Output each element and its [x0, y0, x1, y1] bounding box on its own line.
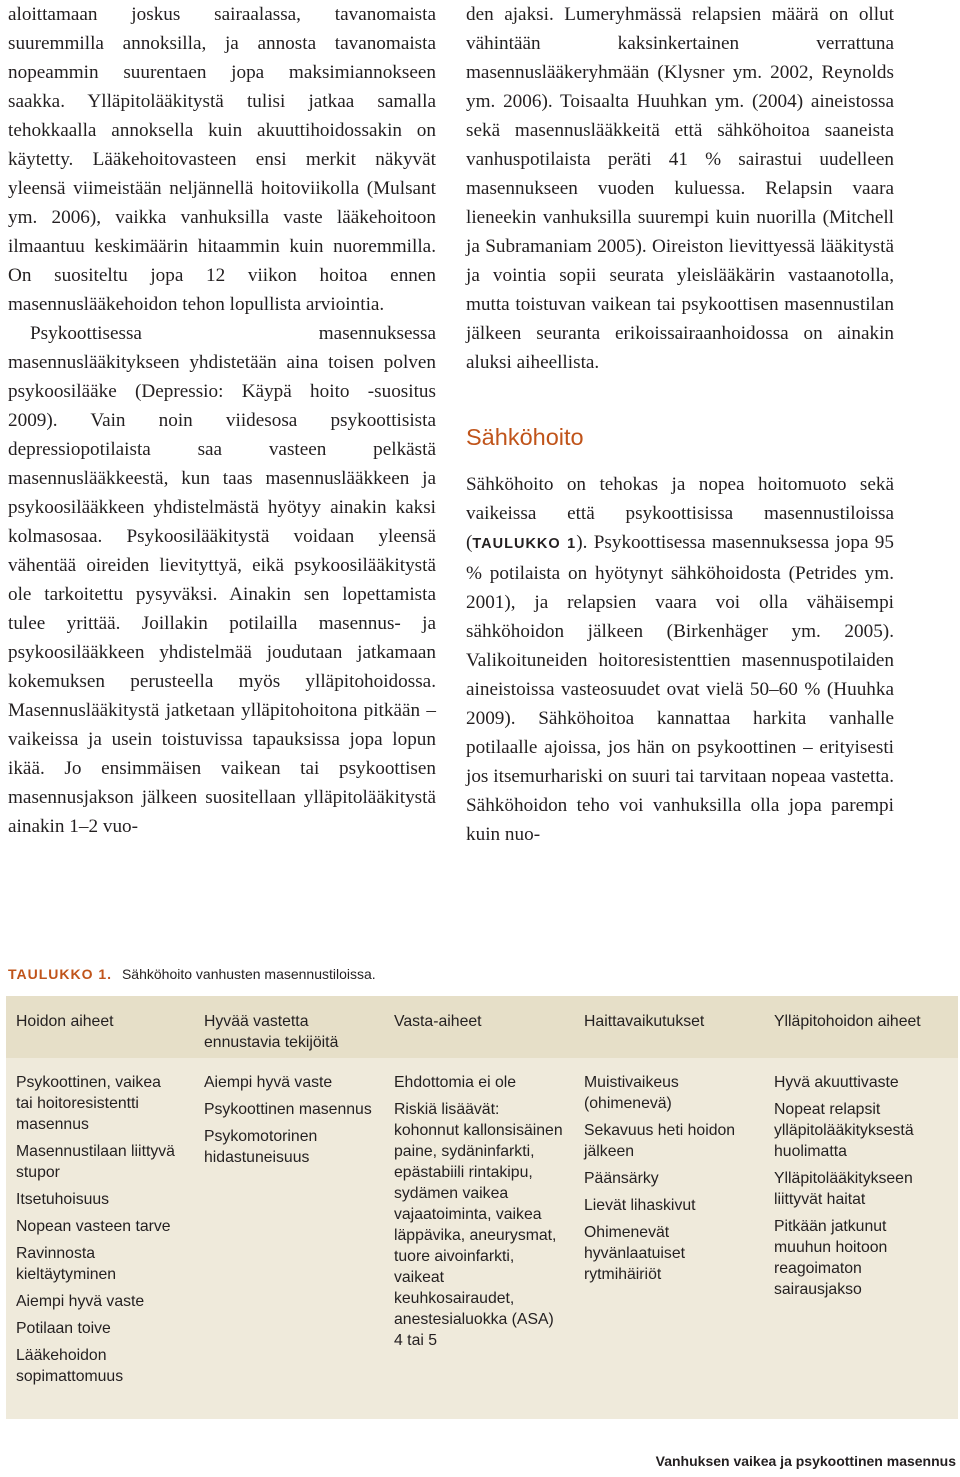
table-column-maintenance — [774, 1072, 944, 1306]
table-caption — [8, 966, 376, 982]
table-cell-item: Itsetuhoisuus — [16, 1191, 110, 1208]
table-reference-link[interactable]: TAULUKKO 1 — [472, 536, 577, 552]
table-cell-item: Lievät lihaskivut — [584, 1197, 696, 1214]
table-column-predictors — [204, 1072, 374, 1174]
table-cell-item: Nopeat relapsit ylläpitolääkityksestä huolimatta — [774, 1101, 914, 1160]
table-header-row — [6, 996, 958, 1058]
page-footer: Vanhuksen vaikea ja psykoottinen masennus — [655, 1453, 956, 1469]
table-cell-item: Riskiä lisäävät: kohonnut kallonsisäinen paine, sydäninfarkti, epästabiili rintakipu, sydämen vaikea vajaatoiminta, vaikea läppävika, aneurysmat, tuore aivoinfarkti, vaikeat keuhkosairaudet, anestesialuokka (ASA) 4 tai 5 — [394, 1101, 563, 1349]
table-cell-item: Päänsärky — [584, 1170, 659, 1187]
table-column-indications — [16, 1072, 176, 1393]
table-header-cell: Ylläpitohoidon aiheet — [774, 1013, 921, 1030]
left-text-column — [8, 0, 436, 841]
table-cell-item: Hyvä akuuttivaste — [774, 1074, 899, 1091]
table-caption-label: TAULUKKO 1. — [8, 966, 113, 982]
table-cell-item: Psykoottinen masennus — [204, 1101, 372, 1118]
table-caption-text: Sähköhoito vanhusten masennustiloissa. — [121, 966, 376, 982]
table-header-cell: Haittavaikutukset — [584, 1013, 705, 1030]
table-cell-item: Sekavuus heti hoidon jälkeen — [584, 1122, 736, 1160]
table-column-contraindications — [394, 1072, 566, 1357]
table-cell-item: Aiempi hyvä vaste — [204, 1074, 333, 1091]
table-header-cell: Vasta-aiheet — [394, 1013, 482, 1030]
table-header-cell: Hyvää vastetta ennustavia tekijöitä — [204, 1013, 339, 1051]
right-text-column — [466, 0, 894, 849]
table-cell-item: Ehdottomia ei ole — [394, 1074, 517, 1091]
table-cell-item: Masennustilaan liittyvä stupor — [16, 1143, 175, 1181]
table-cell-item: Muistivaikeus (ohimenevä) — [584, 1074, 679, 1112]
table-cell-item: Psykomotorinen hidastuneisuus — [204, 1128, 318, 1166]
table-cell-item: Aiempi hyvä vaste — [16, 1293, 145, 1310]
paragraph-text: ). Psykoottisessa masennuksessa jopa 95 % potilaista on hyötynyt sähköhoidosta (Petrides ym. 2001), ja relapsien vaara voi olla vähäisempi sähköhoidon jälkeen (Birkenhäger ym. 2005). Valikoituneiden hoitoresistenttien masennuspotilaiden aineistoissa vasteosuudet ovat vielä 50–60 % (Huuhka 2009). Sähköhoitoa kannattaa harkita vanhalle potilaalle ajoissa, jos hän on psykoottinen – erityisesti jos itsemurhariski on suuri tai tarvitaan nopeaa vastetta. Sähköhoidon teho voi vanhuksilla olla jopa parempi kuin nuo- — [466, 532, 894, 845]
table-cell-item: Pitkään jatkunut muuhun hoitoon reagoimaton sairausjakso — [774, 1218, 888, 1298]
table-cell-item: Ravinnosta kieltäytyminen — [16, 1245, 117, 1283]
left-paragraph-1: aloittamaan joskus sairaalassa, tavanomaista suuremmilla annoksilla, ja annosta tavanomaista nopeammin suurentaen jopa maksimiannokseen saakka. Ylläpitolääkitystä tulisi jatkaa samalla tehokkaalla annoksella kuin akuuttihoidossakin on käytetty. Lääkehoitovasteen ensi merkit näkyvät yleensä viimeistään neljännellä hoitoviikolla (Mulsant ym. 2006), vaikka vanhuksilla vaste lääkehoitoon ilmaantuu keskimäärin hitaammin kuin nuoremmilla. On suositeltu jopa 12 viikon hoitoa ennen masennuslääkehoidon tehon lopullista arviointia. — [8, 4, 436, 315]
table-cell-item: Potilaan toive — [16, 1320, 111, 1337]
treatment-table — [6, 996, 958, 1419]
right-paragraph-1: den ajaksi. Lumeryhmässä relapsien määrä on ollut vähintään kaksinkertainen verrattuna masennuslääkeryhmään (Klysner ym. 2002, Reynolds ym. 2006). Toisaalta Huuhkan ym. (2004) aineistossa sekä masennuslääkkeitä että sähköhoitoa saaneista vanhuspotilaista peräti 41 % sairastui uudelleen masennukseen vuoden kuluessa. Relapsin vaara lieneekin vanhuksilla suurempi kuin nuorilla (Mitchell ja Subramaniam 2005). Oireiston lievittyessä lääkitystä ja vointia sopii seurata yleislääkärin vastaanotolla, mutta toistuvan vaikean tai psykoottisen masennustilan jälkeen seuranta erikoissairaanhoidossa on ainakin aluksi aiheellista. — [466, 4, 894, 373]
table-cell-item: Psykoottinen, vaikea tai hoitoresistentti masennus — [16, 1074, 161, 1133]
right-paragraph-2 — [466, 470, 894, 849]
table-cell-item: Lääkehoidon sopimattomuus — [16, 1347, 124, 1385]
table-cell-item: Nopean vasteen tarve — [16, 1218, 171, 1235]
left-paragraph-2: Psykoottisessa masennuksessa masennuslääkitykseen yhdistetään aina toisen polven psykoosilääke (Depressio: Käypä hoito -suositus 2009). Vain noin viidesosa psykoottisista depressiopotilaista saa vasteen pelkästä masennuslääkkeestä, kun taas masennuslääkkeen ja psykoosilääkkeen yhdistelmästä hyötyy ainakin kaksi kolmasosaa. Psykoosilääkitystä voidaan yleensä vähentää oireiden lievityttyä, eikä psykoosilääkitystä ole tarkoitettu pysyväksi. Ainakin sen lopettamista tulee yrittää. Joillakin potilailla masennus- ja psykoosilääkkeen yhdistelmää joudutaan jatkamaan kokemuksen perusteella myös ylläpitohoidossa. Masennuslääkitystä jatketaan ylläpitohoitona pitkään – vaikeissa ja usein toistuvissa tapauksissa jopa lopun ikää. Jo ensimmäisen vaikean tai psykoottisen masennusjakson jälkeen suositellaan ylläpitolääkitystä ainakin 1–2 vuo- — [8, 323, 436, 837]
table-header-cell: Hoidon aiheet — [16, 1013, 114, 1030]
table-cell-item: Ohimenevät hyvänlaatuiset rytmihäiriöt — [584, 1224, 685, 1283]
paragraph-text: Sähköhoito on tehokas ja nopea hoitomuoto sekä vaikeissa että psykoottisissa masennustiloissa ( — [466, 474, 894, 553]
section-heading: Sähköhoito — [466, 424, 584, 450]
table-cell-item: Ylläpitolääkitykseen liittyvät haitat — [774, 1170, 913, 1208]
table-column-side-effects — [584, 1072, 754, 1291]
